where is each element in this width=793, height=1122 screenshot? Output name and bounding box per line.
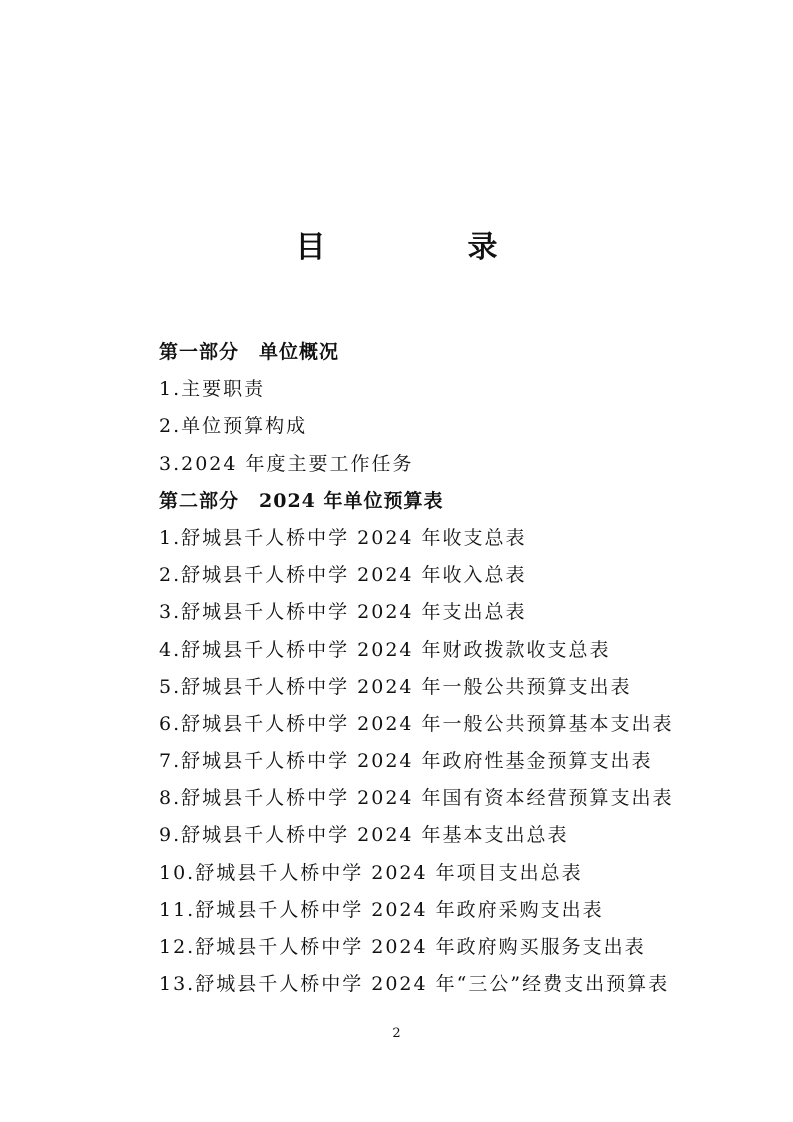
toc-item: 1.舒城县千人桥中学 2024 年收支总表 <box>159 526 527 549</box>
toc-item: 11.舒城县千人桥中学 2024 年政府采购支出表 <box>159 898 604 921</box>
toc-item: 12.舒城县千人桥中学 2024 年政府购买服务支出表 <box>159 936 646 958</box>
toc-item: 9.舒城县千人桥中学 2024 年基本支出总表 <box>159 824 569 847</box>
toc-item: 10.舒城县千人桥中学 2024 年项目支出总表 <box>159 861 583 884</box>
toc-item: 4.舒城县千人桥中学 2024 年财政拨款收支总表 <box>159 638 611 661</box>
toc-item: 5.舒城县千人桥中学 2024 年一般公共预算支出表 <box>159 675 632 698</box>
toc-item: 1.主要职责 <box>159 378 266 401</box>
toc-item: 8.舒城县千人桥中学 2024 年国有资本经营预算支出表 <box>159 787 674 810</box>
toc-item: 3.舒城县千人桥中学 2024 年支出总表 <box>159 601 527 624</box>
table-of-contents <box>159 334 719 1003</box>
toc-item: 2.舒城县千人桥中学 2024 年收入总表 <box>159 564 527 587</box>
page-number: 2 <box>392 1026 401 1041</box>
toc-part2-heading: 第二部分 2024 年单位预算表 <box>159 489 444 512</box>
toc-item: 7.舒城县千人桥中学 2024 年政府性基金预算支出表 <box>159 750 653 773</box>
toc-item: 13.舒城县千人桥中学 2024 年“三公”经费支出预算表 <box>159 973 670 996</box>
toc-item: 3.2024 年度主要工作任务 <box>159 452 414 475</box>
toc-item: 2.单位预算构成 <box>159 415 308 438</box>
toc-item: 6.舒城县千人桥中学 2024 年一般公共预算基本支出表 <box>159 712 674 735</box>
toc-part1-heading: 第一部分 单位概况 <box>159 341 340 363</box>
page-title: 目 录 <box>295 230 554 265</box>
